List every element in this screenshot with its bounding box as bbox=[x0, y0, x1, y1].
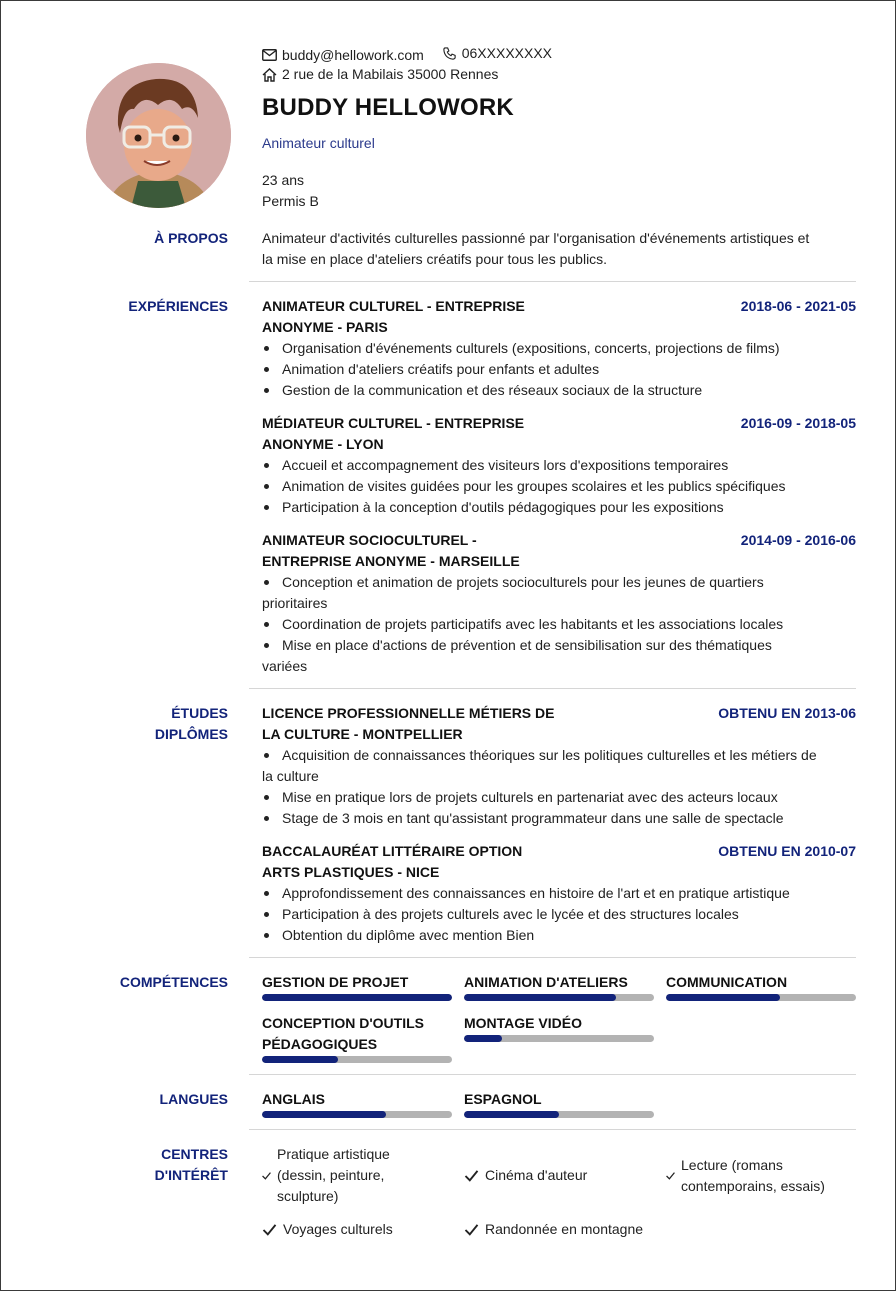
section-label-languages: LANGUES bbox=[159, 1091, 228, 1107]
education-bullets bbox=[262, 883, 856, 946]
education-title: LICENCE PROFESSIONNELLE MÉTIERS DE bbox=[262, 705, 555, 721]
experience-item bbox=[262, 413, 856, 518]
experience-bullets bbox=[262, 338, 856, 401]
education-bullets bbox=[262, 745, 856, 829]
education-date: OBTENU EN 2010-07 bbox=[718, 843, 856, 859]
interest-text: Pratique artistique bbox=[277, 1146, 390, 1162]
divider bbox=[249, 281, 856, 282]
bullet-item: Animation de visites guidées pour les groupes scolaires et les publics spécifiques bbox=[262, 476, 856, 497]
about-text bbox=[262, 228, 856, 270]
section-label-experiences: EXPÉRIENCES bbox=[128, 298, 228, 314]
interest-item bbox=[464, 1219, 643, 1240]
language-name: ESPAGNOL bbox=[464, 1091, 542, 1107]
home-icon bbox=[262, 68, 277, 82]
interest-text: Cinéma d'auteur bbox=[485, 1167, 588, 1183]
driving-license: Permis B bbox=[262, 193, 319, 209]
language-item bbox=[464, 1089, 654, 1118]
interest-text: Randonnée en montagne bbox=[485, 1221, 644, 1237]
email-text: buddy@hellowork.com bbox=[282, 46, 424, 63]
phone-text: 06XXXXXXXX bbox=[461, 45, 553, 61]
skill-name: GESTION DE PROJET bbox=[262, 974, 409, 990]
bullet-item: Approfondissement des connaissances en histoire de l'art et en pratique artistique bbox=[262, 883, 856, 904]
experience-item bbox=[262, 530, 856, 677]
bullet-item: Mise en place d'actions de prévention et de sensibilisation sur des thématiques bbox=[262, 635, 856, 656]
check-icon bbox=[464, 1224, 479, 1236]
bullet-item: Organisation d'événements culturels (expositions, concerts, projections de films) bbox=[262, 338, 856, 359]
about-line: la mise en place d'ateliers créatifs pour tous les publics. bbox=[262, 251, 608, 267]
email-item bbox=[262, 45, 424, 66]
divider bbox=[249, 957, 856, 958]
age: 23 ans bbox=[262, 172, 305, 188]
skill-level-bar bbox=[666, 994, 856, 1001]
experience-bullets bbox=[262, 572, 856, 677]
about-line: Animateur d'activités culturelles passionné par l'organisation d'événements artistiques et bbox=[262, 230, 810, 246]
education-item bbox=[262, 841, 856, 946]
bullet-continuation: la culture bbox=[262, 768, 319, 784]
divider bbox=[249, 688, 856, 689]
bullet-item: Mise en pratique lors de projets culturels en partenariat avec des acteurs locaux bbox=[262, 787, 856, 808]
education-item bbox=[262, 703, 856, 829]
experience-title: ANONYME - LYON bbox=[262, 436, 384, 452]
interest-text: Lecture (romans bbox=[681, 1157, 783, 1173]
bullet-item: Obtention du diplôme avec mention Bien bbox=[262, 925, 856, 946]
skill-level-bar bbox=[464, 1035, 654, 1042]
language-level-bar bbox=[262, 1111, 452, 1118]
bullet-continuation: prioritaires bbox=[262, 595, 328, 611]
interest-text: contemporains, essais) bbox=[681, 1178, 825, 1194]
bullet-item: Gestion de la communication et des réseaux sociaux de la structure bbox=[262, 380, 856, 401]
skill-name: MONTAGE VIDÉO bbox=[464, 1015, 582, 1031]
skill-item bbox=[262, 972, 452, 1001]
check-icon bbox=[262, 1224, 277, 1236]
phone-icon bbox=[442, 46, 457, 61]
experience-title: ANONYME - PARIS bbox=[262, 319, 388, 335]
skill-item bbox=[464, 972, 654, 1001]
check-icon bbox=[262, 1172, 271, 1180]
language-item bbox=[262, 1089, 452, 1118]
profile-photo bbox=[86, 63, 231, 208]
skill-name: ANIMATION D'ATELIERS bbox=[464, 974, 628, 990]
experience-title: ENTREPRISE ANONYME - MARSEILLE bbox=[262, 553, 520, 569]
education-date: OBTENU EN 2013-06 bbox=[718, 705, 856, 721]
bullet-item: Participation à la conception d'outils pédagogiques pour les expositions bbox=[262, 497, 856, 518]
language-name: ANGLAIS bbox=[262, 1091, 325, 1107]
experience-title: ANIMATEUR CULTUREL - ENTREPRISE bbox=[262, 298, 525, 314]
experience-title: ANIMATEUR SOCIOCULTUREL - bbox=[262, 532, 477, 548]
section-label-about: À PROPOS bbox=[154, 230, 228, 246]
section-label-interests: CENTRES bbox=[161, 1146, 228, 1162]
address-text: 2 rue de la Mabilais 35000 Rennes bbox=[282, 66, 499, 82]
address-item bbox=[262, 64, 498, 85]
experience-date: 2016-09 - 2018-05 bbox=[740, 415, 856, 431]
skill-level-bar bbox=[464, 994, 654, 1001]
check-icon bbox=[666, 1172, 675, 1180]
mail-icon bbox=[262, 49, 277, 61]
language-level-bar bbox=[464, 1111, 654, 1118]
divider bbox=[249, 1129, 856, 1130]
section-label-diplomas: DIPLÔMES bbox=[154, 726, 228, 742]
bullet-item: Accueil et accompagnement des visiteurs lors d'expositions temporaires bbox=[262, 455, 856, 476]
bullet-continuation: variées bbox=[262, 658, 308, 674]
education-title: BACCALAURÉAT LITTÉRAIRE OPTION bbox=[262, 843, 523, 859]
experience-date: 2014-09 - 2016-06 bbox=[740, 532, 856, 548]
interest-item bbox=[262, 1144, 390, 1207]
bullet-item: Stage de 3 mois en tant qu'assistant programmateur dans une salle de spectacle bbox=[262, 808, 856, 829]
skill-name: CONCEPTION D'OUTILS bbox=[262, 1015, 424, 1031]
bullet-item: Coordination de projets participatifs avec les habitants et les associations locales bbox=[262, 614, 856, 635]
experience-bullets bbox=[262, 455, 856, 518]
skill-name: COMMUNICATION bbox=[666, 974, 788, 990]
phone-item bbox=[442, 43, 552, 64]
bullet-item: Acquisition de connaissances théoriques sur les politiques culturelles et les métiers de bbox=[262, 745, 856, 766]
bullet-item: Participation à des projets culturels avec le lycée et des structures locales bbox=[262, 904, 856, 925]
skill-name: PÉDAGOGIQUES bbox=[262, 1036, 378, 1052]
skill-level-bar bbox=[262, 1056, 452, 1063]
skill-level-bar bbox=[262, 994, 452, 1001]
skill-item bbox=[666, 972, 856, 1001]
interest-item bbox=[262, 1219, 393, 1240]
section-label-interests-2: D'INTÉRÊT bbox=[154, 1167, 228, 1183]
interest-item bbox=[464, 1165, 587, 1186]
education-title: LA CULTURE - MONTPELLIER bbox=[262, 726, 463, 742]
experience-date: 2018-06 - 2021-05 bbox=[740, 298, 856, 314]
skill-item bbox=[262, 1013, 452, 1063]
skill-item bbox=[464, 1013, 654, 1042]
bullet-item: Animation d'ateliers créatifs pour enfants et adultes bbox=[262, 359, 856, 380]
job-title: Animateur culturel bbox=[262, 135, 375, 151]
interest-item bbox=[666, 1155, 825, 1197]
divider bbox=[249, 1074, 856, 1075]
experience-item bbox=[262, 296, 856, 401]
check-icon bbox=[464, 1170, 479, 1182]
interest-text: sculpture) bbox=[277, 1188, 339, 1204]
experience-title: MÉDIATEUR CULTUREL - ENTREPRISE bbox=[262, 415, 525, 431]
interest-text: Voyages culturels bbox=[283, 1221, 393, 1237]
section-label-studies: ÉTUDES bbox=[171, 705, 228, 721]
candidate-name: BUDDY HELLOWORK bbox=[262, 94, 514, 121]
bullet-item: Conception et animation de projets socioculturels pour les jeunes de quartiers bbox=[262, 572, 856, 593]
section-label-skills: COMPÉTENCES bbox=[119, 974, 228, 990]
interest-text: (dessin, peinture, bbox=[277, 1167, 385, 1183]
education-title: ARTS PLASTIQUES - NICE bbox=[262, 864, 440, 880]
contact-line-2 bbox=[262, 64, 512, 88]
